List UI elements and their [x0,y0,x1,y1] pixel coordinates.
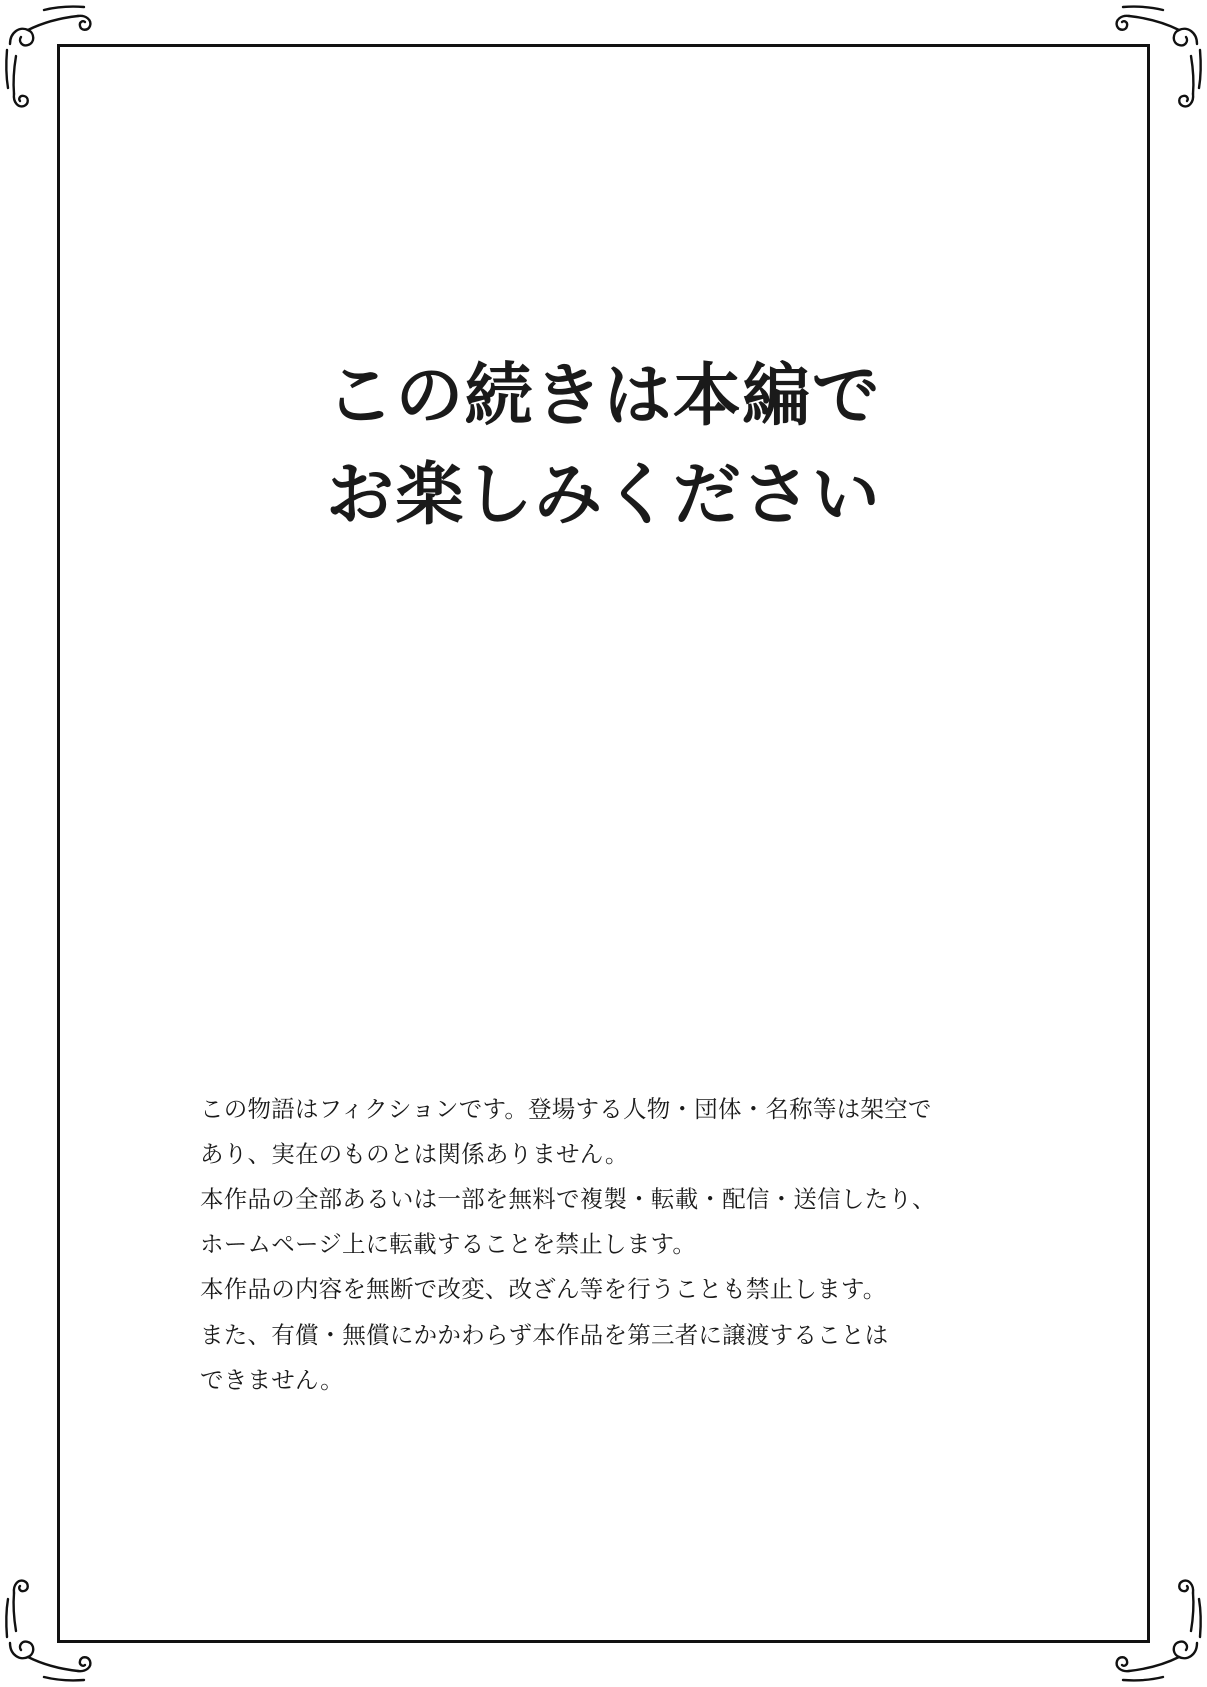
headline-line-1: この続きは本編で [326,358,881,434]
page-title [60,347,1147,544]
headline-line-2: お楽しみください [326,456,881,533]
notice-line: あり、実在のものとは関係ありません。 [200,1141,629,1168]
notice-line: 本作品の全部あるいは一部を無料で複製・転載・配信・送信したり、 [200,1186,936,1213]
notice-line: できません。 [200,1366,344,1393]
notice-line: ホームページ上に転載することを禁止します。 [200,1231,697,1258]
legal-notice [200,1087,1027,1403]
page-border-frame [57,44,1150,1643]
notice-line: 本作品の内容を無断で改変、改ざん等を行うことも禁止します。 [200,1276,887,1303]
notice-line: この物語はフィクションです。登場する人物・団体・名称等は架空で [200,1096,932,1122]
notice-line: また、有償・無償にかかわらず本作品を第三者に譲渡することは [200,1321,889,1348]
